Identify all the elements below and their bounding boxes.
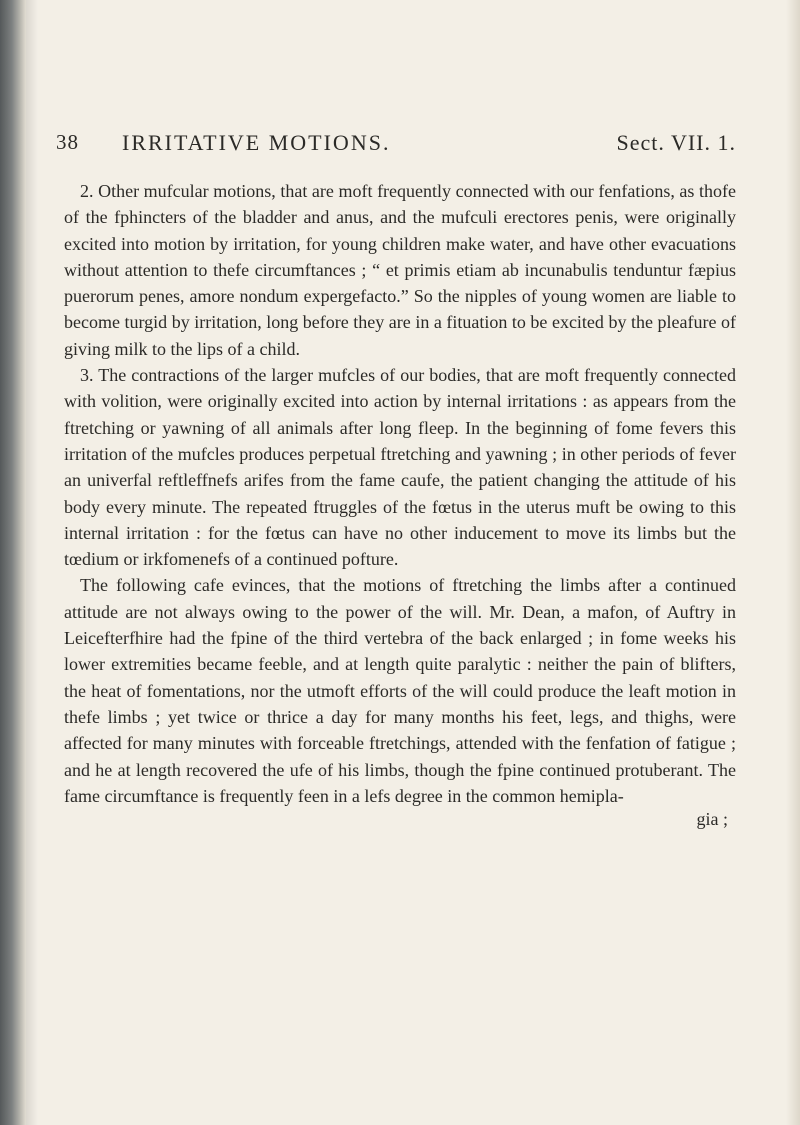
paragraph-case: The following cafe evinces, that the motions of ftretching the limbs after a continued attitude are not always owing to the power of the will. Mr. Dean, a mafon, of Auftry in Leicefterfhire had the fpine of the third vertebra of the back enlarged ; in fome weeks his lower extremities became feeble, and at length quite paralytic : neither the pain of blifters, the heat of fomentations, nor the utmoft efforts of the will could produce the leaft motion in thefe limbs ; yet twice or thrice a day for many months his feet, legs, and thighs, were affected for many minutes with forceable ftretchings, attended with the fenfation of fatigue ; and he at length recovered the ufe of his limbs, though the fpine continued protuberant. The fame circumftance is frequently feen in a lefs degree in the common hemipla-: [64, 575, 736, 806]
section-reference: Sect. VII. 1.: [616, 130, 736, 155]
text-block: [56, 128, 736, 830]
running-head: [56, 128, 736, 160]
page-number: 38: [56, 130, 79, 154]
body-text: [64, 178, 736, 809]
paragraph-3: 3. The contractions of the larger mufcles of our bodies, that are moft frequently connected with volition, were originally excited into action by internal irritations : as appears from the ftretching or yawning of all animals after long fleep. In the beginning of fome fevers this irritation of the mufcles produces perpetual ftretching and yawning ; in other periods of fever an univerfal reftleffnefs arifes from the fame caufe, the patient changing the attitude of his body every minute. The repeated ftruggles of the fœtus in the uterus muft be owing to this internal irritation : for the fœtus can have no other inducement to move its limbs but the tœdium or irkfomenefs of a continued pofture.: [64, 365, 736, 570]
spine-shadow: [26, 0, 38, 1125]
running-head-title: IRRITATIVE MOTIONS.: [122, 130, 391, 155]
book-binding-edge: [0, 0, 26, 1125]
paragraph-2: 2. Other mufcular motions, that are moft frequently connected with our fenfations, as thofe of the fphincters of the bladder and anus, and the mufculi erectores penis, were originally excited into motion by irritation, for young children make water, and have other evacuations without attention to thefe circumftances ; “ et primis etiam ab incunabulis tenduntur fæpius puerorum penes, amore nondum expergefacto.” So the nipples of young women are liable to become turgid by irritation, long before they are in a fituation to be excited by the pleafure of giving milk to the lips of a child.: [64, 181, 736, 359]
page-edge: [786, 0, 800, 1125]
catchword: gia ;: [696, 809, 728, 830]
